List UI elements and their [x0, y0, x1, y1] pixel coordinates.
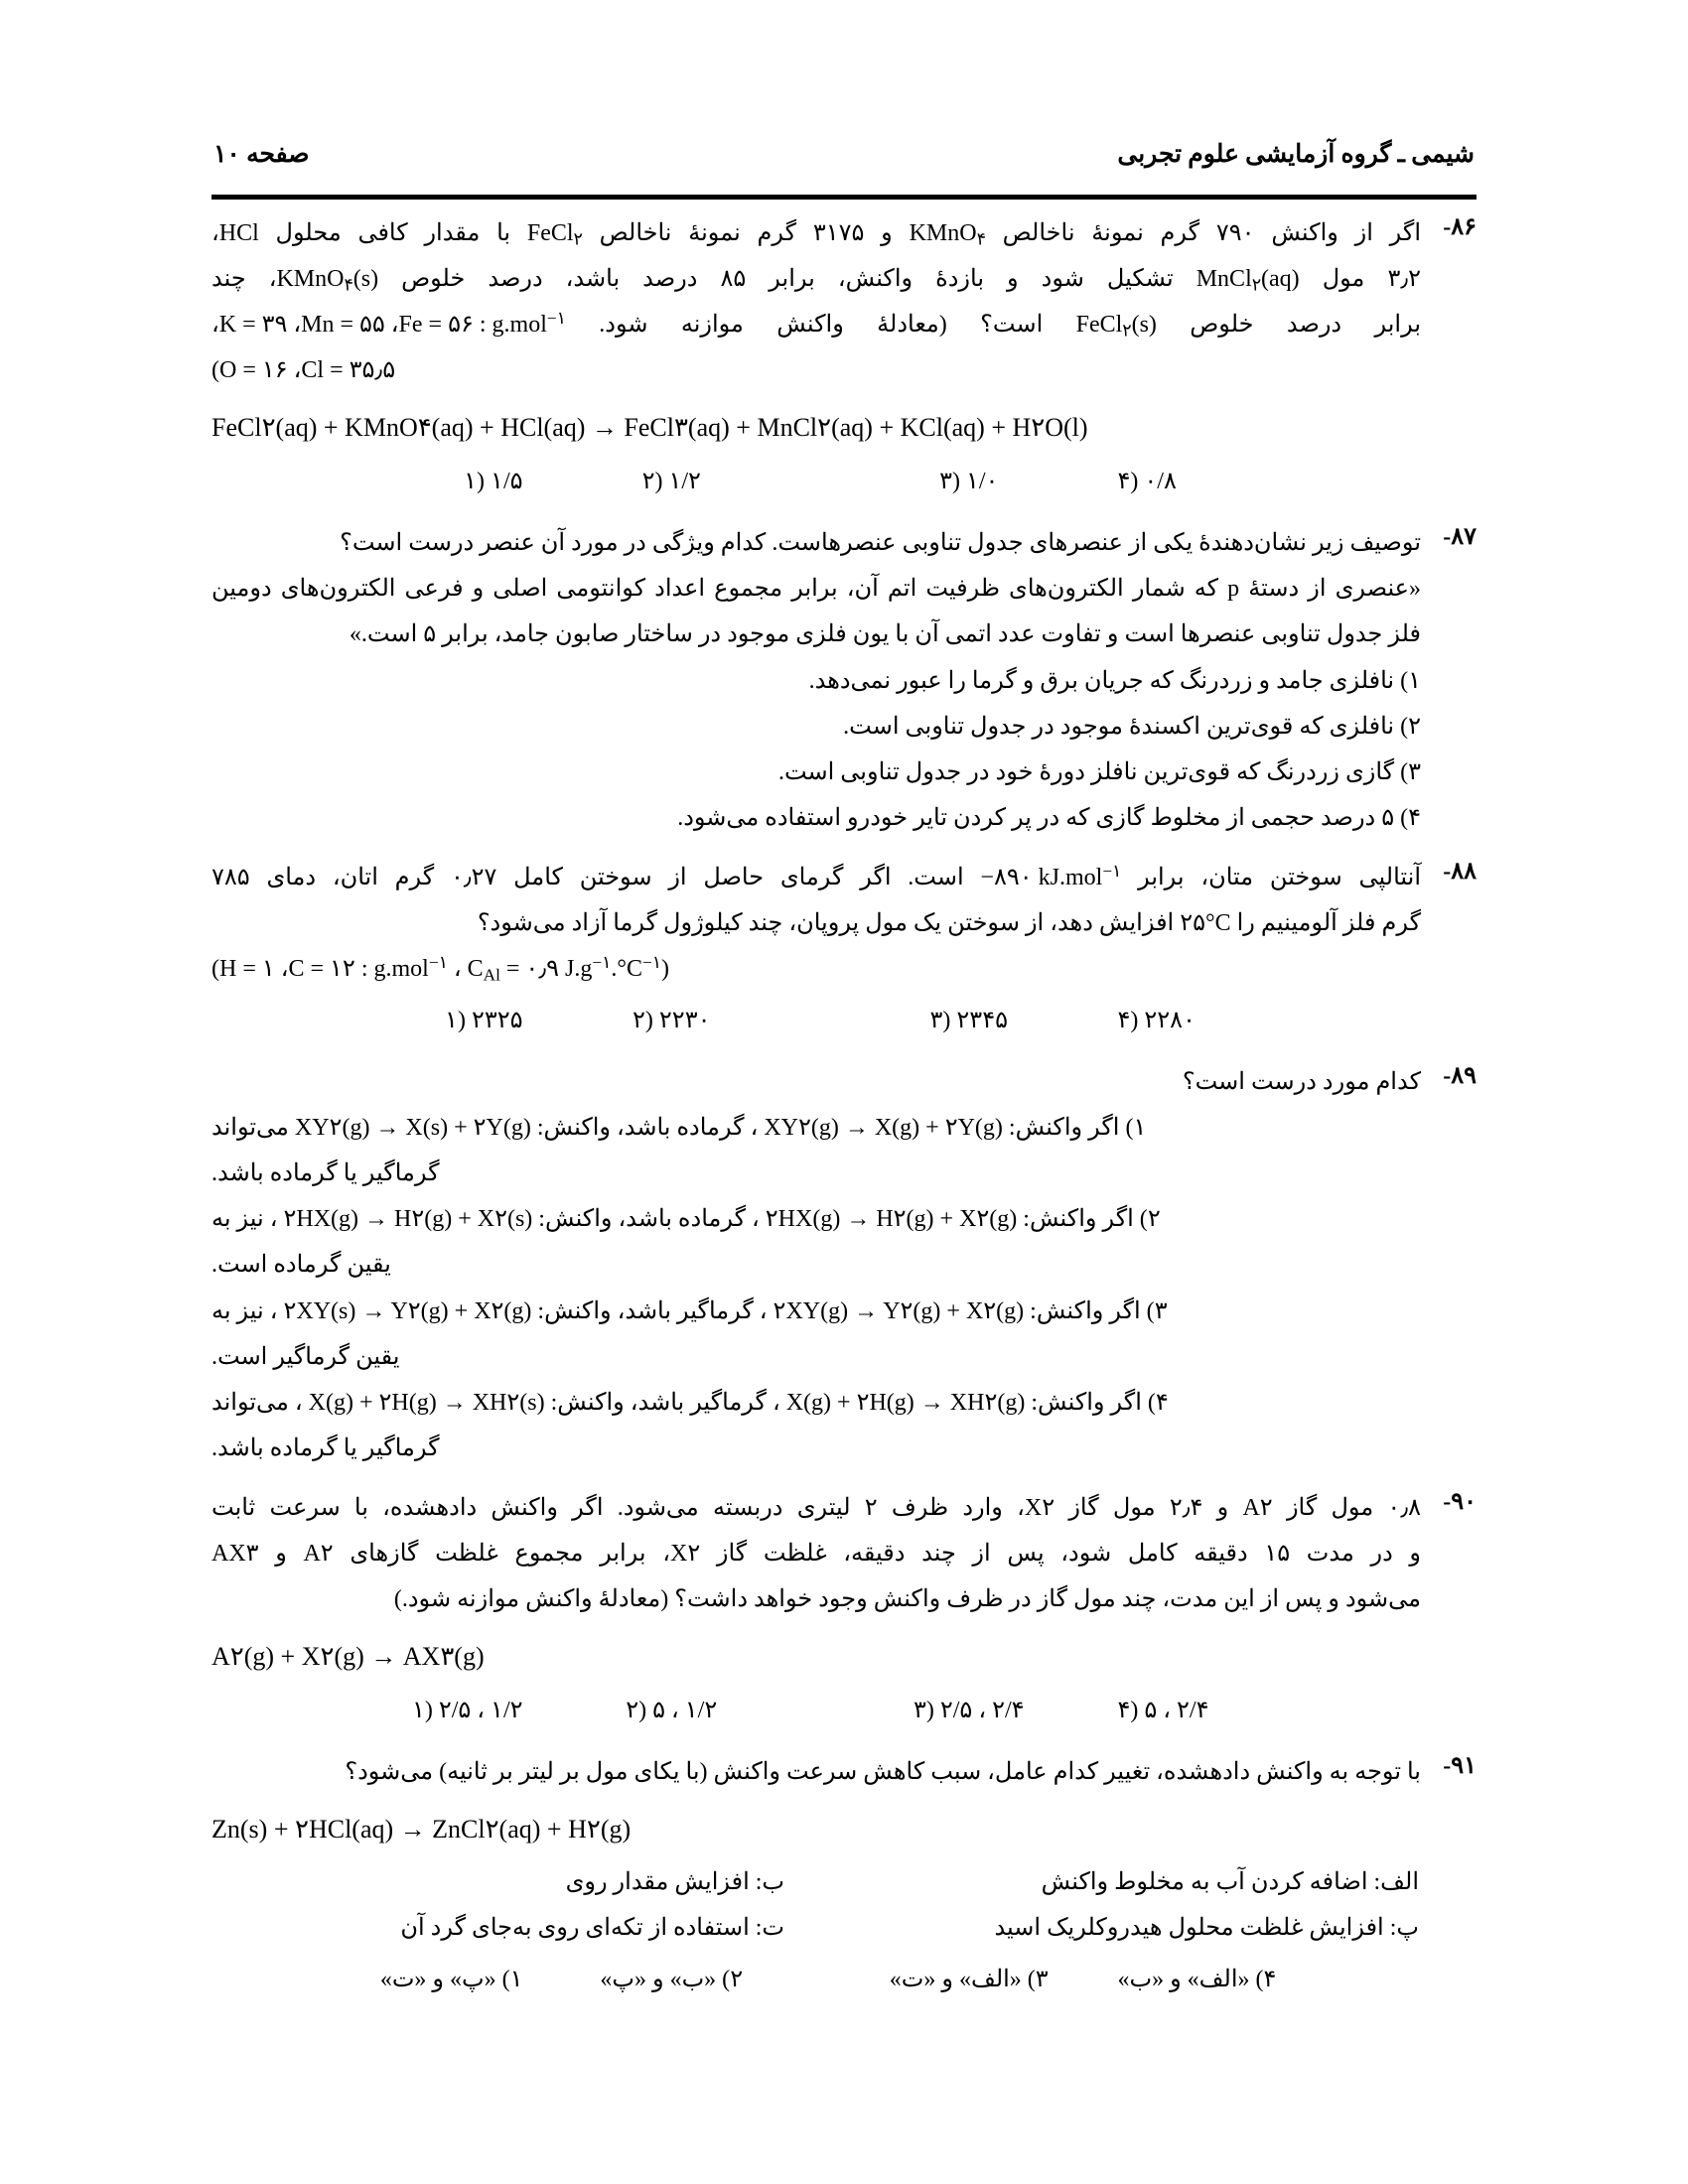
q89-option-2-cont: یقین گرماده است. — [211, 1252, 391, 1279]
q88-l2-text-a: گرم فلز آلومینیم را — [1236, 909, 1421, 936]
q88-option-3[interactable]: ۲۳۴۵ (۳ — [929, 1008, 1008, 1034]
question-90-number: ۹۰- — [1443, 1488, 1477, 1515]
q89-o1-formula-2: XY۲(g) → X(s) + ۲Y(g) — [294, 1115, 531, 1142]
question-89-number: ۸۹- — [1443, 1063, 1477, 1090]
question-86-options — [211, 459, 1421, 504]
q89-o4-formula-1: X(g) + ۲H(g) → XH۲(g) — [785, 1389, 1026, 1416]
q90-l2-text-c: و — [275, 1540, 287, 1567]
question-91-options — [211, 1957, 1421, 2002]
q87-option-4[interactable]: ۴) ۵ درصد حجمی از مخلوط گازی که در پر کردن تایر خودرو استفاده می‌شود. — [677, 804, 1421, 831]
questions-container — [211, 210, 1477, 2008]
q89-o1-post: می‌تواند — [211, 1115, 289, 1142]
spacer-after-q89 — [211, 1475, 1477, 1485]
q87-quote-b: که شمار الکترون‌های ظرفیت اتم آن، برابر مجموع اعداد کوانتومی اصلی و فرعی الکترون‌های دومین — [211, 576, 1219, 603]
question-91-number: ۹۱- — [1443, 1753, 1477, 1780]
question-91-statements-row-2 — [211, 1906, 1421, 1952]
q89-option-1[interactable] — [211, 1105, 1421, 1151]
q88-l2-text-b: افزایش دهد، از سوختن یک مول پروپان، چند کیلوژول گرما آزاد می‌شود؟ — [477, 909, 1175, 936]
q91-statement-alef: الف: اضافه کردن آب به مخلوط واکنش — [1041, 1869, 1419, 1896]
q89-o1-pre: ۱) اگر واکنش: — [1008, 1115, 1147, 1142]
question-87-quote-line-2: فلز جدول تناوبی عنصرها است و تفاوت عدد اتمی آن با یون فلزی موجود در ساختار صابون جامد، برابر ۵ است.» — [349, 621, 1421, 648]
q88-constants-formula: (H = ۱ ،C = ۱۲ : g.mol$^{-۱}$ ، $C_{Al}$ = ۰٫۹ $J.g^{-۱}.^\circ C^{-۱}$) — [211, 953, 669, 985]
q89-o2-pre: ۲) اگر واکنش: — [1023, 1206, 1161, 1233]
q89-o3-mid: ، گرماگیر باشد، واکنش: — [537, 1297, 768, 1324]
q86-l3-text-a: برابر درصد خلوص — [1190, 312, 1421, 339]
q88-l1-text-b: است. اگر گرمای حاصل از سوختن کامل ۰٫۲۷ گرم اتان، دمای ۷۸۵ — [211, 864, 964, 890]
question-90-line-3: می‌شود و پس از این مدت، چند مول گاز در ظرف واکنش وجود خواهد داشت؟ (معادلهٔ واکنش موازنه شود.) — [393, 1586, 1421, 1613]
q89-o3-post: ، نیز به — [211, 1297, 278, 1324]
q90-option-3[interactable]: ۲/۴ ، ۲/۵ (۳ — [913, 1698, 1025, 1723]
q89-o3-pre: ۳) اگر واکنش: — [1030, 1297, 1168, 1324]
q91-statement-be: ب: افزایش مقدار روی — [565, 1869, 784, 1896]
q91-statement-te: ت: استفاده از تکه‌ای روی به‌جای گرد آن — [400, 1914, 784, 1941]
q89-o2-formula-1: ۲HX(g) → H۲(g) + X۲(g) — [765, 1206, 1018, 1233]
question-90-line-1 — [211, 1485, 1421, 1531]
q86-l2-text-b: تشکیل شود و بازدهٔ واکنش، برابر ۸۵ درصد باشد، درصد خلوص — [401, 266, 1174, 293]
q86-l1-comma: ، — [211, 220, 219, 246]
spacer-after-q90 — [211, 1739, 1477, 1749]
q86-atomic-masses-2: (O = ۱۶ ،Cl = ۳۵٫۵ — [211, 357, 396, 384]
question-87-quote-line-1 — [211, 566, 1421, 612]
q89-option-4-cont: گرماگیر یا گرماده باشد. — [211, 1434, 440, 1461]
q86-l3-comma: ، — [211, 312, 219, 339]
q86-formula-fecl2-s: FeCl$_۲$(s) — [1075, 312, 1157, 341]
q89-o2-post: ، نیز به — [211, 1206, 278, 1233]
question-91-stem: با توجه به واکنش دادهشده، تغییر کدام عامل، سبب کاهش سرعت واکنش (با یکای مول بر لیتر بر ثانیه) می‌شود؟ — [345, 1759, 1421, 1786]
q89-o4-formula-2: X(g) + ۲H(g) → XH۲(s) — [308, 1389, 545, 1416]
q89-o3-formula-2: ۲XY(s) → Y۲(g) + X۲(g) — [283, 1297, 532, 1324]
q89-o4-post: ، می‌تواند — [211, 1389, 303, 1416]
question-86-number: ۸۶- — [1443, 214, 1477, 240]
q89-o2-formula-2: ۲HX(g) → H۲(g) + X۲(s) — [283, 1206, 533, 1233]
q86-formula-kmno4: KMnO$_۴$ — [909, 220, 986, 249]
question-88-line-2 — [211, 900, 1421, 946]
q90-option-2[interactable]: ۱/۲ ، ۵ (۲ — [626, 1698, 718, 1723]
q90-formula-x2: X۲ — [1024, 1494, 1055, 1521]
q86-option-4[interactable]: ۰/۸ (۴ — [1117, 469, 1177, 495]
q89-o1-formula-1: XY۲(g) → X(g) + ۲Y(g) — [764, 1115, 1003, 1142]
q88-option-4[interactable]: ۲۲۸۰ (۴ — [1117, 1008, 1196, 1034]
question-91-body — [211, 1749, 1421, 2004]
q88-enthalpy-value: −۸۹۰ kJ.mol$^{-۱}$ — [980, 862, 1122, 890]
q89-o1-mid: ، گرماده باشد، واکنش: — [536, 1115, 759, 1142]
q86-l2-text-a: ۳٫۲ مول — [1322, 266, 1422, 293]
q87-option-3[interactable]: ۳) گازی زردرنگ که قوی‌ترین نافلز دورهٔ خود در جدول تناوبی است. — [777, 758, 1421, 785]
question-90 — [211, 1485, 1477, 1735]
header-divider-rule — [211, 195, 1477, 200]
question-86-equation: FeCl۲(aq) + KMnO۴(aq) + HCl(aq) → FeCl۳(aq) + MnCl۲(aq) + KCl(aq) + H۲O(l) — [211, 413, 1088, 443]
question-90-line-2 — [211, 1531, 1421, 1576]
header-page-number: صفحه ۱۰ — [213, 141, 310, 168]
q86-formula-kmno4-s: KMnO$_۴$(s) — [276, 266, 379, 295]
question-90-options — [211, 1688, 1421, 1733]
question-86-line-2 — [211, 256, 1421, 302]
q90-option-4[interactable]: ۲/۴ ، ۵ (۴ — [1117, 1698, 1209, 1723]
question-89-body — [211, 1059, 1421, 1471]
q90-formula-x2-b: X۲ — [670, 1540, 701, 1567]
q86-formula-hcl: HCl — [218, 220, 259, 246]
q90-formula-a2-b: A۲ — [303, 1540, 334, 1567]
question-88 — [211, 855, 1477, 1045]
q91-option-2[interactable]: ۲) «ب» و «پ» — [600, 1967, 744, 1993]
q87-option-1[interactable]: ۱) نافلزی جامد و زردرنگ که جریان برق و گرما را عبور نمی‌دهد. — [808, 667, 1421, 694]
q91-option-4[interactable]: ۴) «الف» و «ب» — [1117, 1967, 1277, 1993]
question-88-options — [211, 998, 1421, 1043]
q86-formula-fecl2: FeCl$_۲$ — [526, 220, 583, 249]
header-subject: شیمی ـ گروه آزمایشی علوم تجربی — [1117, 141, 1475, 168]
q86-l2-text-c: ، چند — [211, 266, 277, 293]
q90-l2-text-b: ، برابر مجموع غلظت گازهای — [350, 1540, 671, 1567]
q88-temperature-value: ۲۵°C — [1180, 909, 1231, 936]
question-87-body — [211, 520, 1421, 841]
page-header — [213, 139, 1475, 169]
spacer-after-q87 — [211, 845, 1477, 855]
question-91 — [211, 1749, 1477, 2004]
q86-option-3[interactable]: ۱/۰ (۳ — [939, 469, 999, 495]
question-87-number: ۸۷- — [1443, 524, 1477, 551]
question-86 — [211, 210, 1477, 506]
q87-block-p-label: p — [1227, 576, 1240, 603]
question-86-line-4 — [211, 347, 1421, 393]
q86-l1-text-a: اگر از واکنش ۷۹۰ گرم نمونهٔ ناخالص — [1002, 220, 1422, 246]
q89-option-3[interactable] — [211, 1289, 1421, 1334]
question-88-line-1 — [211, 855, 1421, 900]
q88-option-2[interactable]: ۲۲۳۰ (۲ — [633, 1008, 711, 1034]
question-90-equation: A۲(g) + X۲(g) → AX۳(g) — [211, 1642, 485, 1672]
q90-l2-text-a: و در مدت ۱۵ دقیقه کامل شود، پس از چند دقیقه، غلظت گاز — [716, 1540, 1422, 1567]
spacer-after-q86 — [211, 510, 1477, 520]
q90-formula-ax3: AX۳ — [211, 1540, 259, 1567]
question-91-equation: Zn(s) + ۲HCl(aq) → ZnCl۲(aq) + H۲(g) — [211, 1815, 632, 1844]
q90-l1-text-b: و ۲٫۴ مول گاز — [1068, 1494, 1229, 1521]
q91-option-3[interactable]: ۳) «الف» و «ت» — [889, 1967, 1049, 1993]
question-89 — [211, 1059, 1477, 1471]
q89-option-4[interactable] — [211, 1380, 1421, 1426]
q86-option-1[interactable]: ۱/۵ (۱ — [464, 469, 523, 495]
q86-atomic-masses-1: K = ۳۹ ،Mn = ۵۵ ،Fe = ۵۶ : g.mol$^{-۱}$ — [218, 309, 566, 339]
q89-o2-mid: ، گرماده باشد، واکنش: — [538, 1206, 760, 1233]
q89-o3-formula-1: ۲XY(g) → Y۲(g) + X۲(g) — [773, 1297, 1025, 1324]
question-86-line-1 — [211, 210, 1421, 256]
q90-l1-text-c: ، وارد ظرف ۲ لیتری دربسته می‌شود. اگر واکنش دادهشده، با سرعت ثابت — [211, 1494, 1025, 1521]
q89-o4-pre: ۴) اگر واکنش: — [1031, 1389, 1169, 1416]
q88-l1-text-a: آنتالپی سوختن متان، برابر — [1138, 864, 1421, 890]
question-87-stem: توصیف زیر نشان‌دهندهٔ یکی از عنصرهای جدول تناوبی عنصرهاست. کدام ویژگی در مورد آن عنصر درست است؟ — [340, 530, 1421, 557]
q89-option-2[interactable] — [211, 1196, 1421, 1242]
q89-option-3-cont: یقین گرماگیر است. — [211, 1343, 400, 1370]
q90-l1-text-a: ۰٫۸ مول گاز — [1286, 1494, 1421, 1521]
q89-option-1-cont: گرماگیر یا گرماده باشد. — [211, 1160, 440, 1187]
q91-option-1[interactable]: ۱) «پ» و «ت» — [379, 1967, 523, 1993]
q90-option-1[interactable]: ۱/۲ ، ۲/۵ (۱ — [411, 1698, 523, 1723]
q87-quote-a: «عنصری از دستهٔ — [1248, 576, 1422, 603]
question-91-statements-row-1 — [211, 1860, 1421, 1906]
q88-option-1[interactable]: ۲۳۲۵ (۱ — [445, 1008, 523, 1034]
q86-option-2[interactable]: ۱/۲ (۲ — [641, 469, 701, 495]
question-87 — [211, 520, 1477, 841]
question-86-line-3 — [211, 302, 1421, 347]
question-86-body — [211, 210, 1421, 506]
question-89-stem: کدام مورد درست است؟ — [1182, 1069, 1421, 1096]
q86-l1-text-b: و ۳۱۷۵ گرم نمونهٔ ناخالص — [599, 220, 893, 246]
q86-formula-mncl2-aq: MnCl$_۲$(aq) — [1196, 266, 1300, 295]
q86-l1-text-c: با مقدار کافی محلول — [275, 220, 511, 246]
question-88-body — [211, 855, 1421, 1045]
q86-l3-text-b: است؟ (معادلهٔ واکنش موازنه شود. — [599, 312, 1044, 339]
q87-option-2[interactable]: ۲) نافلزی که قوی‌ترین اکسندهٔ موجود در جدول تناوبی است. — [843, 713, 1421, 740]
spacer-after-q88 — [211, 1049, 1477, 1059]
question-88-number: ۸۸- — [1443, 858, 1477, 885]
question-90-body — [211, 1485, 1421, 1735]
q91-statement-pe: پ: افزایش غلظت محلول هیدروکلریک اسید — [994, 1914, 1419, 1941]
q90-formula-a2: A۲ — [1242, 1494, 1273, 1521]
question-88-constants — [211, 946, 1421, 992]
q89-o4-mid: ، گرماگیر باشد، واکنش: — [550, 1389, 780, 1416]
